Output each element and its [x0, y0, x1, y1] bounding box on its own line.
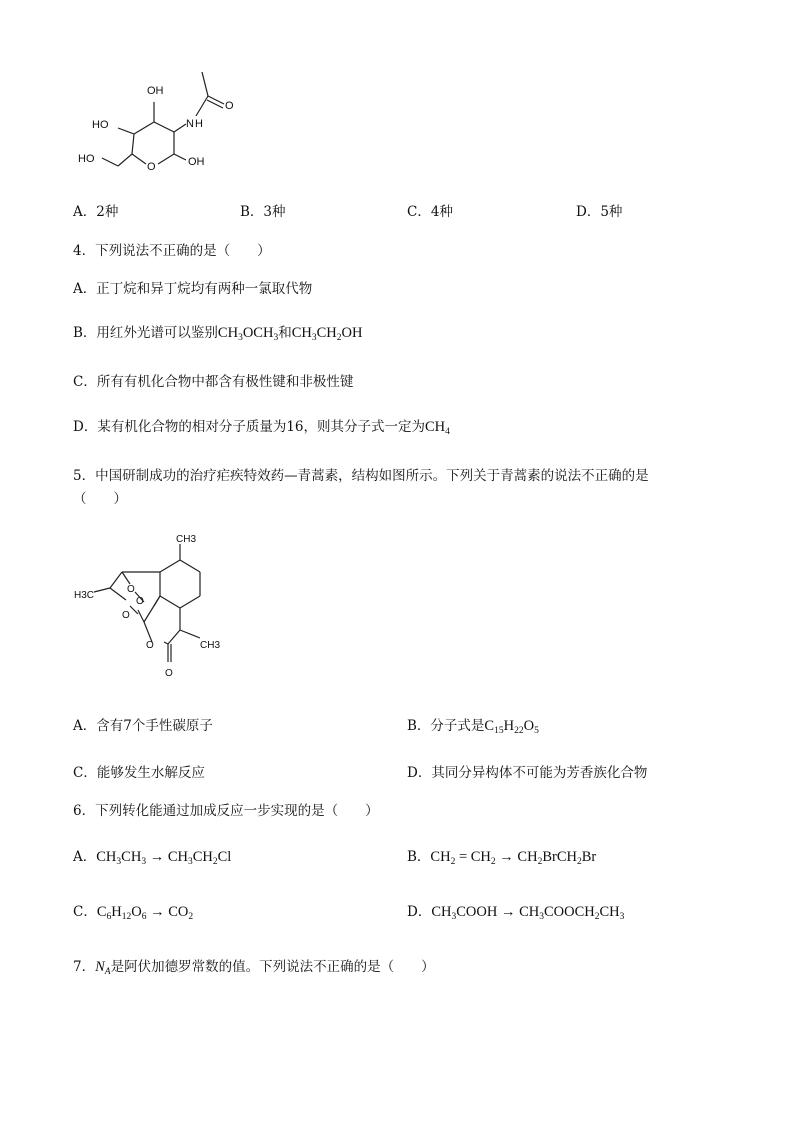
q5-option-c: C．能够发生水解反应 [73, 765, 205, 781]
q4-option-b-and: 和 [278, 325, 292, 341]
q3-option-a: A．2种 [73, 204, 119, 220]
formula-ch3ch2oh: $CH_3CH_2OH$ [291, 325, 363, 343]
q5-option-b [407, 717, 539, 735]
q7-prefix: 7． [73, 959, 96, 975]
formula-ch4: $CH_4$ [425, 419, 450, 437]
q6-option-d [407, 903, 624, 921]
label-ch3-right: CH3 [200, 640, 221, 651]
label-lactone-o: O [146, 640, 154, 651]
q5-stem-line1: 5．中国研制成功的治疗疟疾特效药—青蒿素，结构如图所示。下列关于青蒿素的说法不正确的是 [73, 468, 649, 484]
q6-option-a-prefix: A． [73, 849, 97, 865]
reaction-c: $C_6H_{12}O_6 \to CO_2$ [96, 904, 194, 922]
structure-figure-1 [74, 62, 244, 182]
q4-option-b-prefix: B．用红外光谱可以鉴别 [73, 325, 218, 341]
structure-figure-2 [72, 530, 242, 680]
label-carbonyl-o: O [165, 668, 173, 679]
label-ho-bottom: HO [78, 153, 95, 165]
q3-option-d: D．5种 [576, 204, 623, 220]
reaction-d: $CH_3COOH$ → $CH_3COOCH_2CH_3$ [431, 904, 625, 922]
q4-option-b [73, 324, 362, 342]
label-h3c-left: H3C [74, 590, 95, 601]
q4-option-d-prefix: D．某有机化合物的相对分子质量为16，则其分子式一定为 [73, 419, 426, 435]
q6-stem: 6．下列转化能通过加成反应一步实现的是（ ） [73, 803, 379, 819]
reaction-b: $CH_2 = CH_2$ → $CH_2BrCH_2Br$ [430, 849, 597, 867]
label-peroxide-o2: O [136, 596, 144, 607]
q6-option-a [73, 848, 231, 866]
label-ch3-top: CH3 [176, 534, 197, 545]
q6-option-b [407, 848, 596, 866]
q5-stem-line2: （ ） [73, 491, 127, 507]
q5-option-d: D．其同分异构体不可能为芳香族化合物 [407, 765, 648, 781]
q7-stem-text: 是阿伏加德罗常数的值。下列说法不正确的是（ ） [110, 959, 435, 975]
q3-option-b: B．3种 [240, 204, 286, 220]
q4-option-a: A．正丁烷和异丁烷均有两种一氯取代物 [73, 281, 313, 297]
avogadro-symbol: $N_A$ [95, 959, 111, 977]
label-carbonyl-o: O [225, 100, 234, 112]
q5-option-a: A．含有7个手性碳原子 [73, 718, 213, 734]
label-ring-o: O [147, 161, 156, 173]
q7-stem [73, 958, 435, 976]
q6-option-c [73, 903, 193, 921]
label-oh-top: OH [147, 85, 164, 97]
q6-option-c-prefix: C． [73, 904, 97, 920]
label-ring-o: O [122, 610, 130, 621]
q6-option-d-prefix: D． [407, 904, 432, 920]
q5-option-b-prefix: B．分子式是 [407, 718, 485, 734]
q6-option-b-prefix: B． [407, 849, 431, 865]
label-oh-right: OH [188, 156, 205, 168]
q4-option-c: C．所有有机化合物中都含有极性键和非极性键 [73, 374, 354, 390]
label-h: H [195, 118, 203, 130]
label-peroxide-o1: O [127, 584, 135, 595]
formula-c15h22o5: $C_{15}H_{22}O_5$ [484, 718, 539, 736]
reaction-a: $CH_3CH_3 \to CH_3CH_2Cl$ [96, 849, 232, 867]
formula-ch3och3: $CH_3OCH_3$ [217, 325, 279, 343]
label-n: N [186, 118, 194, 130]
label-ho-left: HO [92, 119, 109, 131]
q4-stem: 4．下列说法不正确的是（ ） [73, 243, 271, 259]
q3-option-c: C．4种 [407, 204, 453, 220]
q4-option-d [73, 418, 450, 436]
